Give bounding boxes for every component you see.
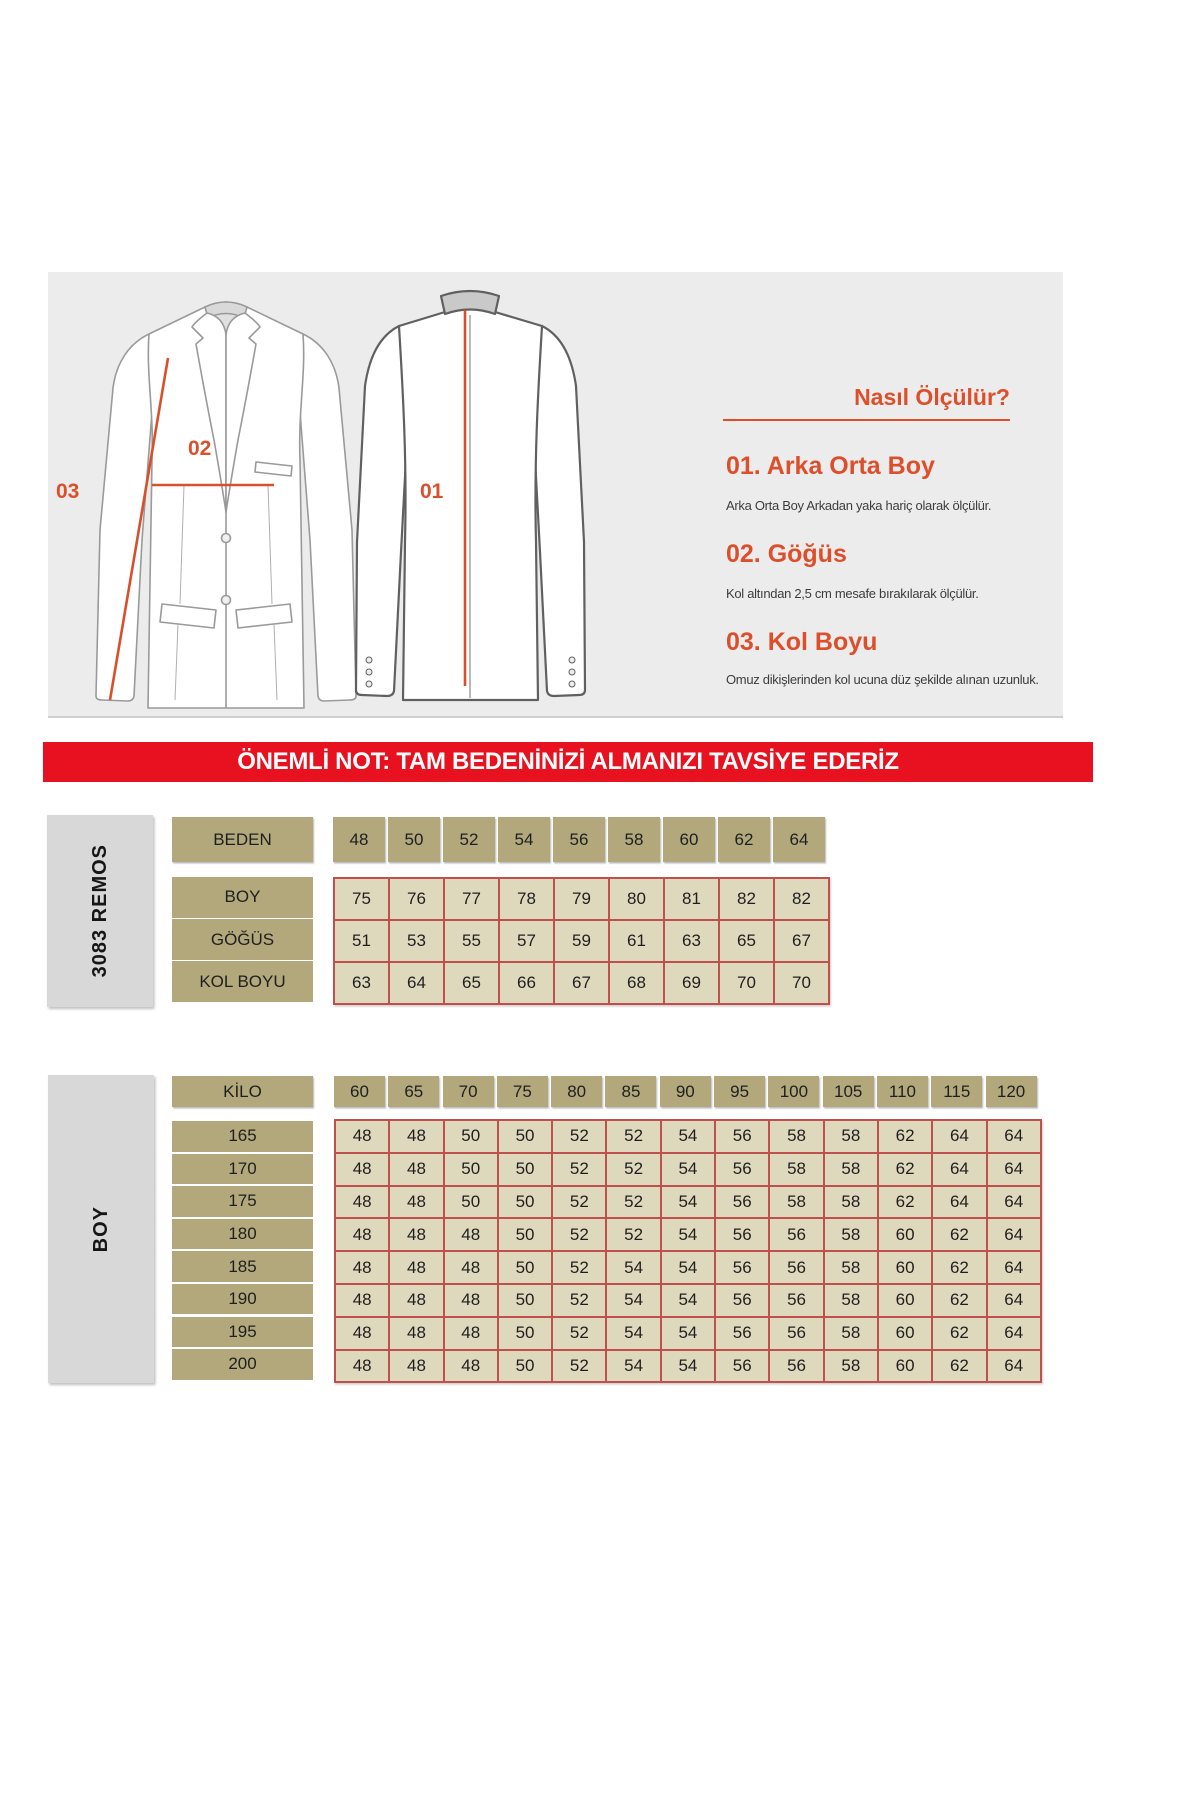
size-value-cell: 64 [988,1121,1040,1152]
size-value-cell: 48 [336,1219,388,1250]
jacket-front-sketch [76,280,376,715]
size-value-cell: 58 [825,1351,877,1382]
size-header-cell: 70 [443,1076,494,1107]
size-value-cell: 52 [607,1187,659,1218]
size-value-cell: 51 [335,921,388,961]
size-value-cell: 50 [445,1187,497,1218]
size-value-cell: 60 [879,1318,931,1349]
size-value-cell: 70 [775,963,828,1003]
size-header-cell: 110 [877,1076,928,1107]
size-value-cell: 48 [445,1252,497,1283]
important-note-banner [43,742,1093,782]
size-value-cell: 64 [988,1154,1040,1185]
size-value-cell: 48 [390,1121,442,1152]
size-value-cell: 48 [336,1252,388,1283]
size-header-cell: 90 [660,1076,711,1107]
size-header-cell: 75 [497,1076,548,1107]
size-value-cell: 63 [335,963,388,1003]
kilo-header-row [334,1076,1040,1107]
model-side-label-text: 3083 REMOS [88,844,111,978]
size-value-cell: 67 [775,921,828,961]
size-value-cell: 58 [770,1121,822,1152]
size-value-cell: 54 [662,1285,714,1316]
size-value-cell: 64 [988,1252,1040,1283]
size-value-cell: 56 [716,1121,768,1152]
size-value-cell: 65 [445,963,498,1003]
size-header-cell: 115 [931,1076,982,1107]
row-label-cell: 195 [172,1317,313,1348]
size-value-cell: 64 [988,1187,1040,1218]
height-row-labels [172,1121,313,1380]
size-value-cell: 48 [390,1219,442,1250]
important-note-text: ÖNEMLİ NOT: TAM BEDENİNİZİ ALMANIZI TAVSİYE EDERİZ [237,748,899,775]
size-value-cell: 75 [335,879,388,919]
size-value-cell: 62 [933,1285,985,1316]
size-value-cell: 52 [607,1219,659,1250]
size-header-cell: 58 [608,817,660,862]
size-value-cell: 54 [607,1351,659,1382]
size-value-cell: 48 [336,1187,388,1218]
size-value-cell: 62 [933,1318,985,1349]
size-header-cell: 64 [773,817,825,862]
size-value-cell: 77 [445,879,498,919]
size-value-cell: 66 [500,963,553,1003]
size-header-cell: 56 [553,817,605,862]
size-value-cell: 82 [775,879,828,919]
size-value-cell: 54 [662,1219,714,1250]
sleeve-measure-label: 03 [56,480,80,503]
size-value-cell: 81 [665,879,718,919]
boy-side-label [48,1075,154,1383]
size-value-cell: 48 [336,1121,388,1152]
size-value-cell: 56 [770,1219,822,1250]
size-value-cell: 56 [716,1285,768,1316]
howto-item-title: 02. Göğüs [726,540,847,568]
size-value-cell: 52 [553,1154,605,1185]
row-label-cell: 185 [172,1251,313,1282]
size-value-cell: 56 [770,1318,822,1349]
size-value-cell: 56 [716,1219,768,1250]
size-value-cell: 48 [390,1318,442,1349]
size-value-cell: 64 [988,1285,1040,1316]
size-header-cell: 62 [718,817,770,862]
size-value-cell: 56 [770,1252,822,1283]
size-value-cell: 58 [825,1219,877,1250]
size-value-cell: 64 [988,1318,1040,1349]
model-side-label [47,815,153,1007]
size-value-cell: 79 [555,879,608,919]
row-label-cell: GÖĞÜS [172,919,313,960]
size-value-cell: 54 [607,1318,659,1349]
size-value-cell: 54 [662,1154,714,1185]
size-value-cell: 58 [825,1318,877,1349]
size-value-cell: 48 [445,1318,497,1349]
row-label-cell: 165 [172,1121,313,1152]
size-value-cell: 54 [662,1252,714,1283]
size-value-cell: 56 [716,1154,768,1185]
size-value-cell: 50 [499,1187,551,1218]
howto-item-desc: Arka Orta Boy Arkadan yaka hariç olarak ölçülür. [726,498,992,513]
row-label-cell: KOL BOYU [172,961,313,1002]
size-value-cell: 58 [825,1187,877,1218]
size-value-cell: 52 [553,1219,605,1250]
size-value-cell: 54 [607,1285,659,1316]
boy-side-label-text: BOY [89,1205,112,1253]
size-value-cell: 48 [336,1154,388,1185]
size-value-cell: 53 [390,921,443,961]
size-value-cell: 48 [390,1252,442,1283]
size-value-cell: 52 [607,1121,659,1152]
size-value-cell: 62 [933,1219,985,1250]
size-value-cell: 62 [879,1121,931,1152]
row-label-cell: 170 [172,1154,313,1185]
size-value-cell: 52 [553,1187,605,1218]
size-value-cell: 52 [553,1318,605,1349]
size-value-cell: 58 [770,1154,822,1185]
size-value-cell: 50 [499,1121,551,1152]
size-header-cell: 80 [551,1076,602,1107]
measurement-diagram-panel [48,272,1063,718]
size-value-cell: 58 [825,1252,877,1283]
size-value-cell: 64 [390,963,443,1003]
size-value-cell: 61 [610,921,663,961]
size-value-cell: 50 [499,1285,551,1316]
size-value-cell: 54 [662,1318,714,1349]
size-value-cell: 64 [933,1121,985,1152]
beden-header-label: BEDEN [172,817,313,862]
size-value-cell: 56 [716,1351,768,1382]
size-value-cell: 58 [825,1154,877,1185]
size-value-cell: 50 [499,1351,551,1382]
beden-header-row [333,817,828,862]
size-value-cell: 52 [607,1154,659,1185]
size-header-cell: 48 [333,817,385,862]
howto-item-title: 01. Arka Orta Boy [726,452,935,480]
size-value-cell: 58 [825,1285,877,1316]
size-value-cell: 50 [499,1318,551,1349]
size-value-cell: 54 [662,1351,714,1382]
size-value-cell: 64 [988,1351,1040,1382]
size-value-cell: 69 [665,963,718,1003]
size-header-cell: 52 [443,817,495,862]
size-value-cell: 48 [445,1219,497,1250]
size-value-cell: 54 [662,1121,714,1152]
size-header-cell: 85 [605,1076,656,1107]
size-value-cell: 56 [770,1285,822,1316]
size-value-cell: 48 [336,1318,388,1349]
size-value-cell: 58 [770,1187,822,1218]
size-value-cell: 80 [610,879,663,919]
size-value-cell: 76 [390,879,443,919]
size-value-cell: 54 [607,1252,659,1283]
size-value-cell: 50 [499,1252,551,1283]
size-value-cell: 64 [933,1187,985,1218]
size-header-cell: 50 [388,817,440,862]
row-label-cell: 200 [172,1349,313,1380]
size-header-cell: 105 [823,1076,874,1107]
size-value-cell: 48 [390,1154,442,1185]
size-value-cell: 56 [716,1318,768,1349]
size-value-cell: 48 [445,1285,497,1316]
howto-item-desc: Kol altından 2,5 cm mesafe bırakılarak ölçülür. [726,586,979,601]
size-value-cell: 48 [445,1351,497,1382]
size-value-cell: 50 [445,1154,497,1185]
size-value-cell: 62 [933,1252,985,1283]
size-value-cell: 54 [662,1187,714,1218]
size-header-cell: 95 [714,1076,765,1107]
size-table-grid [333,877,830,1005]
size-value-cell: 59 [555,921,608,961]
weight-height-grid [334,1119,1042,1383]
size-header-cell: 100 [768,1076,819,1107]
size-value-cell: 62 [933,1351,985,1382]
size-value-cell: 52 [553,1252,605,1283]
back-length-measure-label: 01 [420,480,444,503]
size-value-cell: 60 [879,1285,931,1316]
size-value-cell: 56 [716,1187,768,1218]
size-value-cell: 48 [390,1187,442,1218]
kilo-header-label: KİLO [172,1076,313,1107]
size-value-cell: 57 [500,921,553,961]
size-value-cell: 64 [988,1219,1040,1250]
size-header-cell: 60 [334,1076,385,1107]
size-value-cell: 48 [390,1351,442,1382]
size-value-cell: 60 [879,1351,931,1382]
howto-title: Nasıl Ölçülür? [723,384,1010,421]
size-header-cell: 54 [498,817,550,862]
row-label-cell: 190 [172,1284,313,1315]
row-label-cell: BOY [172,877,313,918]
size-table-row-labels [172,877,313,1002]
size-value-cell: 62 [879,1187,931,1218]
size-value-cell: 48 [390,1285,442,1316]
size-value-cell: 62 [879,1154,931,1185]
size-value-cell: 50 [499,1219,551,1250]
size-value-cell: 58 [825,1121,877,1152]
size-value-cell: 64 [933,1154,985,1185]
size-value-cell: 50 [499,1154,551,1185]
size-value-cell: 52 [553,1121,605,1152]
size-value-cell: 52 [553,1285,605,1316]
size-value-cell: 60 [879,1252,931,1283]
size-value-cell: 63 [665,921,718,961]
size-value-cell: 48 [336,1351,388,1382]
size-value-cell: 55 [445,921,498,961]
size-value-cell: 50 [445,1121,497,1152]
row-label-cell: 175 [172,1186,313,1217]
jacket-back-sketch [343,282,598,712]
size-value-cell: 82 [720,879,773,919]
size-value-cell: 52 [553,1351,605,1382]
size-value-cell: 65 [720,921,773,961]
size-value-cell: 56 [716,1252,768,1283]
size-value-cell: 56 [770,1351,822,1382]
chest-measure-label: 02 [188,437,212,460]
size-value-cell: 60 [879,1219,931,1250]
size-value-cell: 78 [500,879,553,919]
size-value-cell: 48 [336,1285,388,1316]
size-value-cell: 68 [610,963,663,1003]
row-label-cell: 180 [172,1219,313,1250]
size-value-cell: 70 [720,963,773,1003]
size-header-cell: 120 [986,1076,1037,1107]
size-value-cell: 67 [555,963,608,1003]
howto-item-title: 03. Kol Boyu [726,628,878,656]
howto-item-desc: Omuz dikişlerinden kol ucuna düz şekilde alınan uzunluk. [726,672,1039,687]
size-header-cell: 65 [388,1076,439,1107]
size-header-cell: 60 [663,817,715,862]
